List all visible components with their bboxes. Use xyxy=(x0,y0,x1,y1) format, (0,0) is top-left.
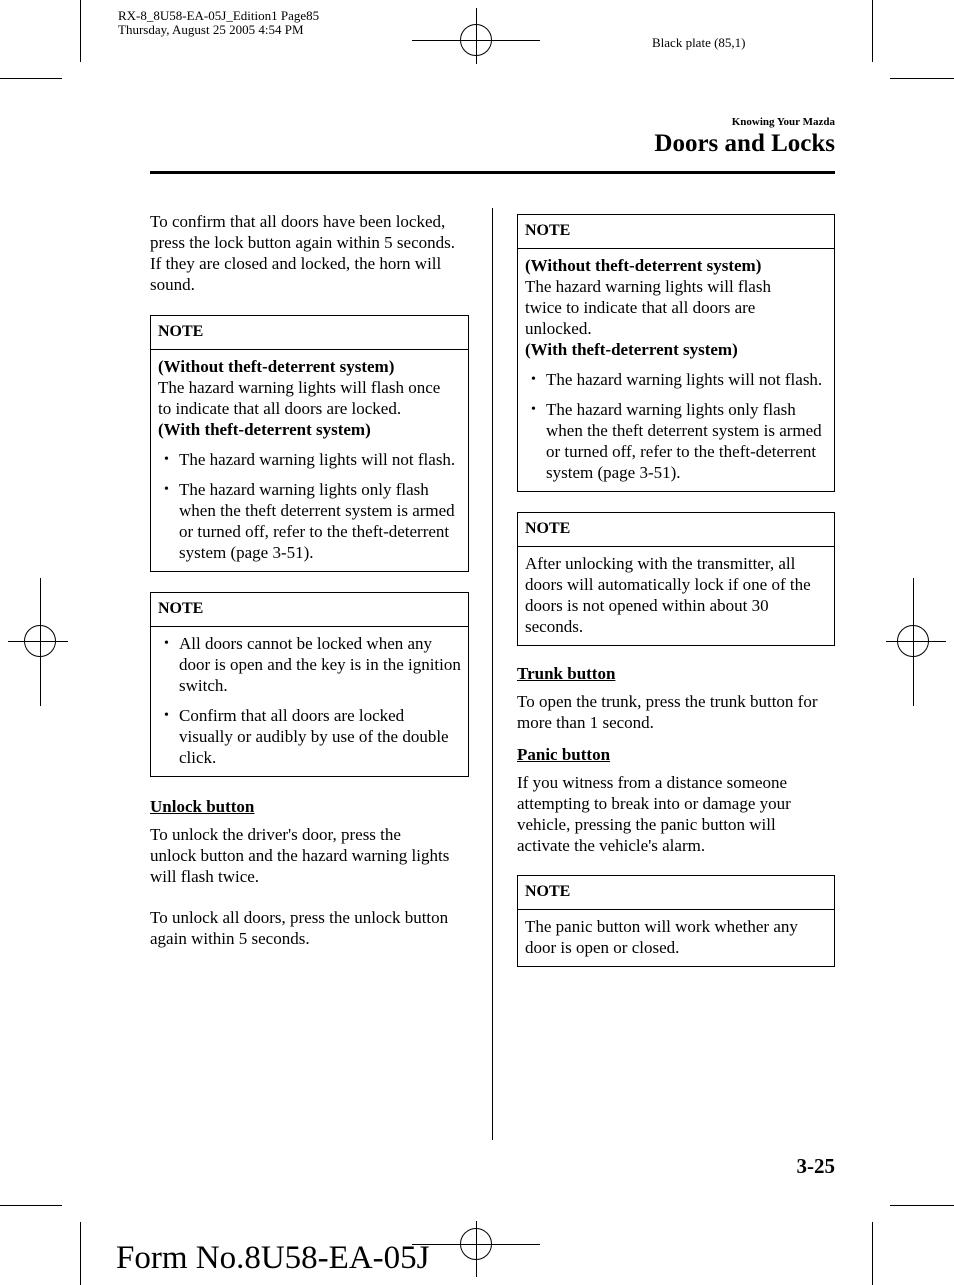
list-item: • The hazard warning lights only flash when the theft deterrent system is armed or turned off, refer to the theft-deterrent system (page 3-51). xyxy=(164,480,455,562)
with-theft-label: (With theft-deterrent system) xyxy=(158,420,371,439)
note-box-unlock xyxy=(517,214,835,492)
list-item: • The hazard warning lights will not flash. xyxy=(164,450,456,469)
note-box-lock-conditions xyxy=(150,592,469,777)
note-heading: NOTE xyxy=(518,215,834,249)
bullet-icon: • xyxy=(164,636,169,651)
note-heading: NOTE xyxy=(151,593,468,627)
note-body xyxy=(151,627,468,776)
column-divider xyxy=(492,208,493,1140)
right-column xyxy=(517,214,835,967)
bullet-icon: • xyxy=(531,402,536,417)
unlock-paragraph-1: To unlock the driver's door, press the unlock button and the hazard warning lights will flash twice. xyxy=(150,825,450,886)
note-heading: NOTE xyxy=(518,513,834,547)
without-theft-label: (Without theft-deterrent system) xyxy=(158,357,395,376)
list-item: • The hazard warning lights will not flash. xyxy=(531,370,823,389)
without-theft-label: (Without theft-deterrent system) xyxy=(525,256,762,275)
trunk-heading: Trunk button xyxy=(517,664,616,683)
unlock-paragraph-2: To unlock all doors, press the unlock button again within 5 seconds. xyxy=(150,908,449,948)
bullet-icon: • xyxy=(164,708,169,723)
note-body: The panic button will work whether any door is open or closed. xyxy=(525,917,798,957)
bullet-icon: • xyxy=(164,452,169,467)
trunk-paragraph: To open the trunk, press the trunk button for more than 1 second. xyxy=(517,692,818,732)
form-number: Form No.8U58-EA-05J xyxy=(116,1240,430,1276)
note-box-lock xyxy=(150,315,469,572)
list-item: • The hazard warning lights only flash when the theft deterrent system is armed or turned off, refer to the theft-deterrent system (page 3-51). xyxy=(531,400,822,482)
bullet-list xyxy=(525,369,827,483)
note-heading: NOTE xyxy=(151,316,468,350)
unlock-heading: Unlock button xyxy=(150,797,255,816)
bullet-list xyxy=(158,633,461,768)
section-label: Knowing Your Mazda xyxy=(731,116,835,128)
intro-paragraph: To confirm that all doors have been locked, press the lock button again within 5 seconds. If they are closed and locked, the horn will sound. xyxy=(150,212,456,294)
print-date-line: Thursday, August 25 2005 4:54 PM xyxy=(118,22,304,37)
list-item: • All doors cannot be locked when any door is open and the key is in the ignition switch. xyxy=(164,634,461,695)
print-file-line: RX-8_8U58-EA-05J_Edition1 Page85 xyxy=(118,8,320,23)
without-theft-text: The hazard warning lights will flash once to indicate that all doors are locked. xyxy=(158,378,441,418)
panic-heading: Panic button xyxy=(517,745,611,764)
bullet-icon: • xyxy=(531,372,536,387)
bullet-icon: • xyxy=(164,482,169,497)
plate-label: Black plate (85,1) xyxy=(652,35,746,50)
page-number: 3-25 xyxy=(796,1154,835,1178)
left-column xyxy=(150,211,469,949)
note-box-panic xyxy=(517,875,835,967)
list-item: • Confirm that all doors are locked visually or audibly by use of the double click. xyxy=(164,706,449,767)
page-title: Doors and Locks xyxy=(654,130,835,157)
print-meta xyxy=(118,9,319,37)
without-theft-text: The hazard warning lights will flash twice to indicate that all doors are unlocked. xyxy=(525,277,771,338)
header-rule xyxy=(150,171,835,174)
panic-paragraph: If you witness from a distance someone attempting to break into or damage your vehicle, pressing the panic button will activate the vehicle's alarm. xyxy=(517,773,791,855)
with-theft-label: (With theft-deterrent system) xyxy=(525,340,738,359)
note-box-auto-relock xyxy=(517,512,835,646)
bullet-list xyxy=(158,449,461,563)
note-heading: NOTE xyxy=(518,876,834,910)
note-body: After unlocking with the transmitter, all doors will automatically lock if one of the doors is not opened within about 30 seconds. xyxy=(525,554,811,636)
note-body xyxy=(151,350,468,571)
note-body xyxy=(518,249,834,491)
